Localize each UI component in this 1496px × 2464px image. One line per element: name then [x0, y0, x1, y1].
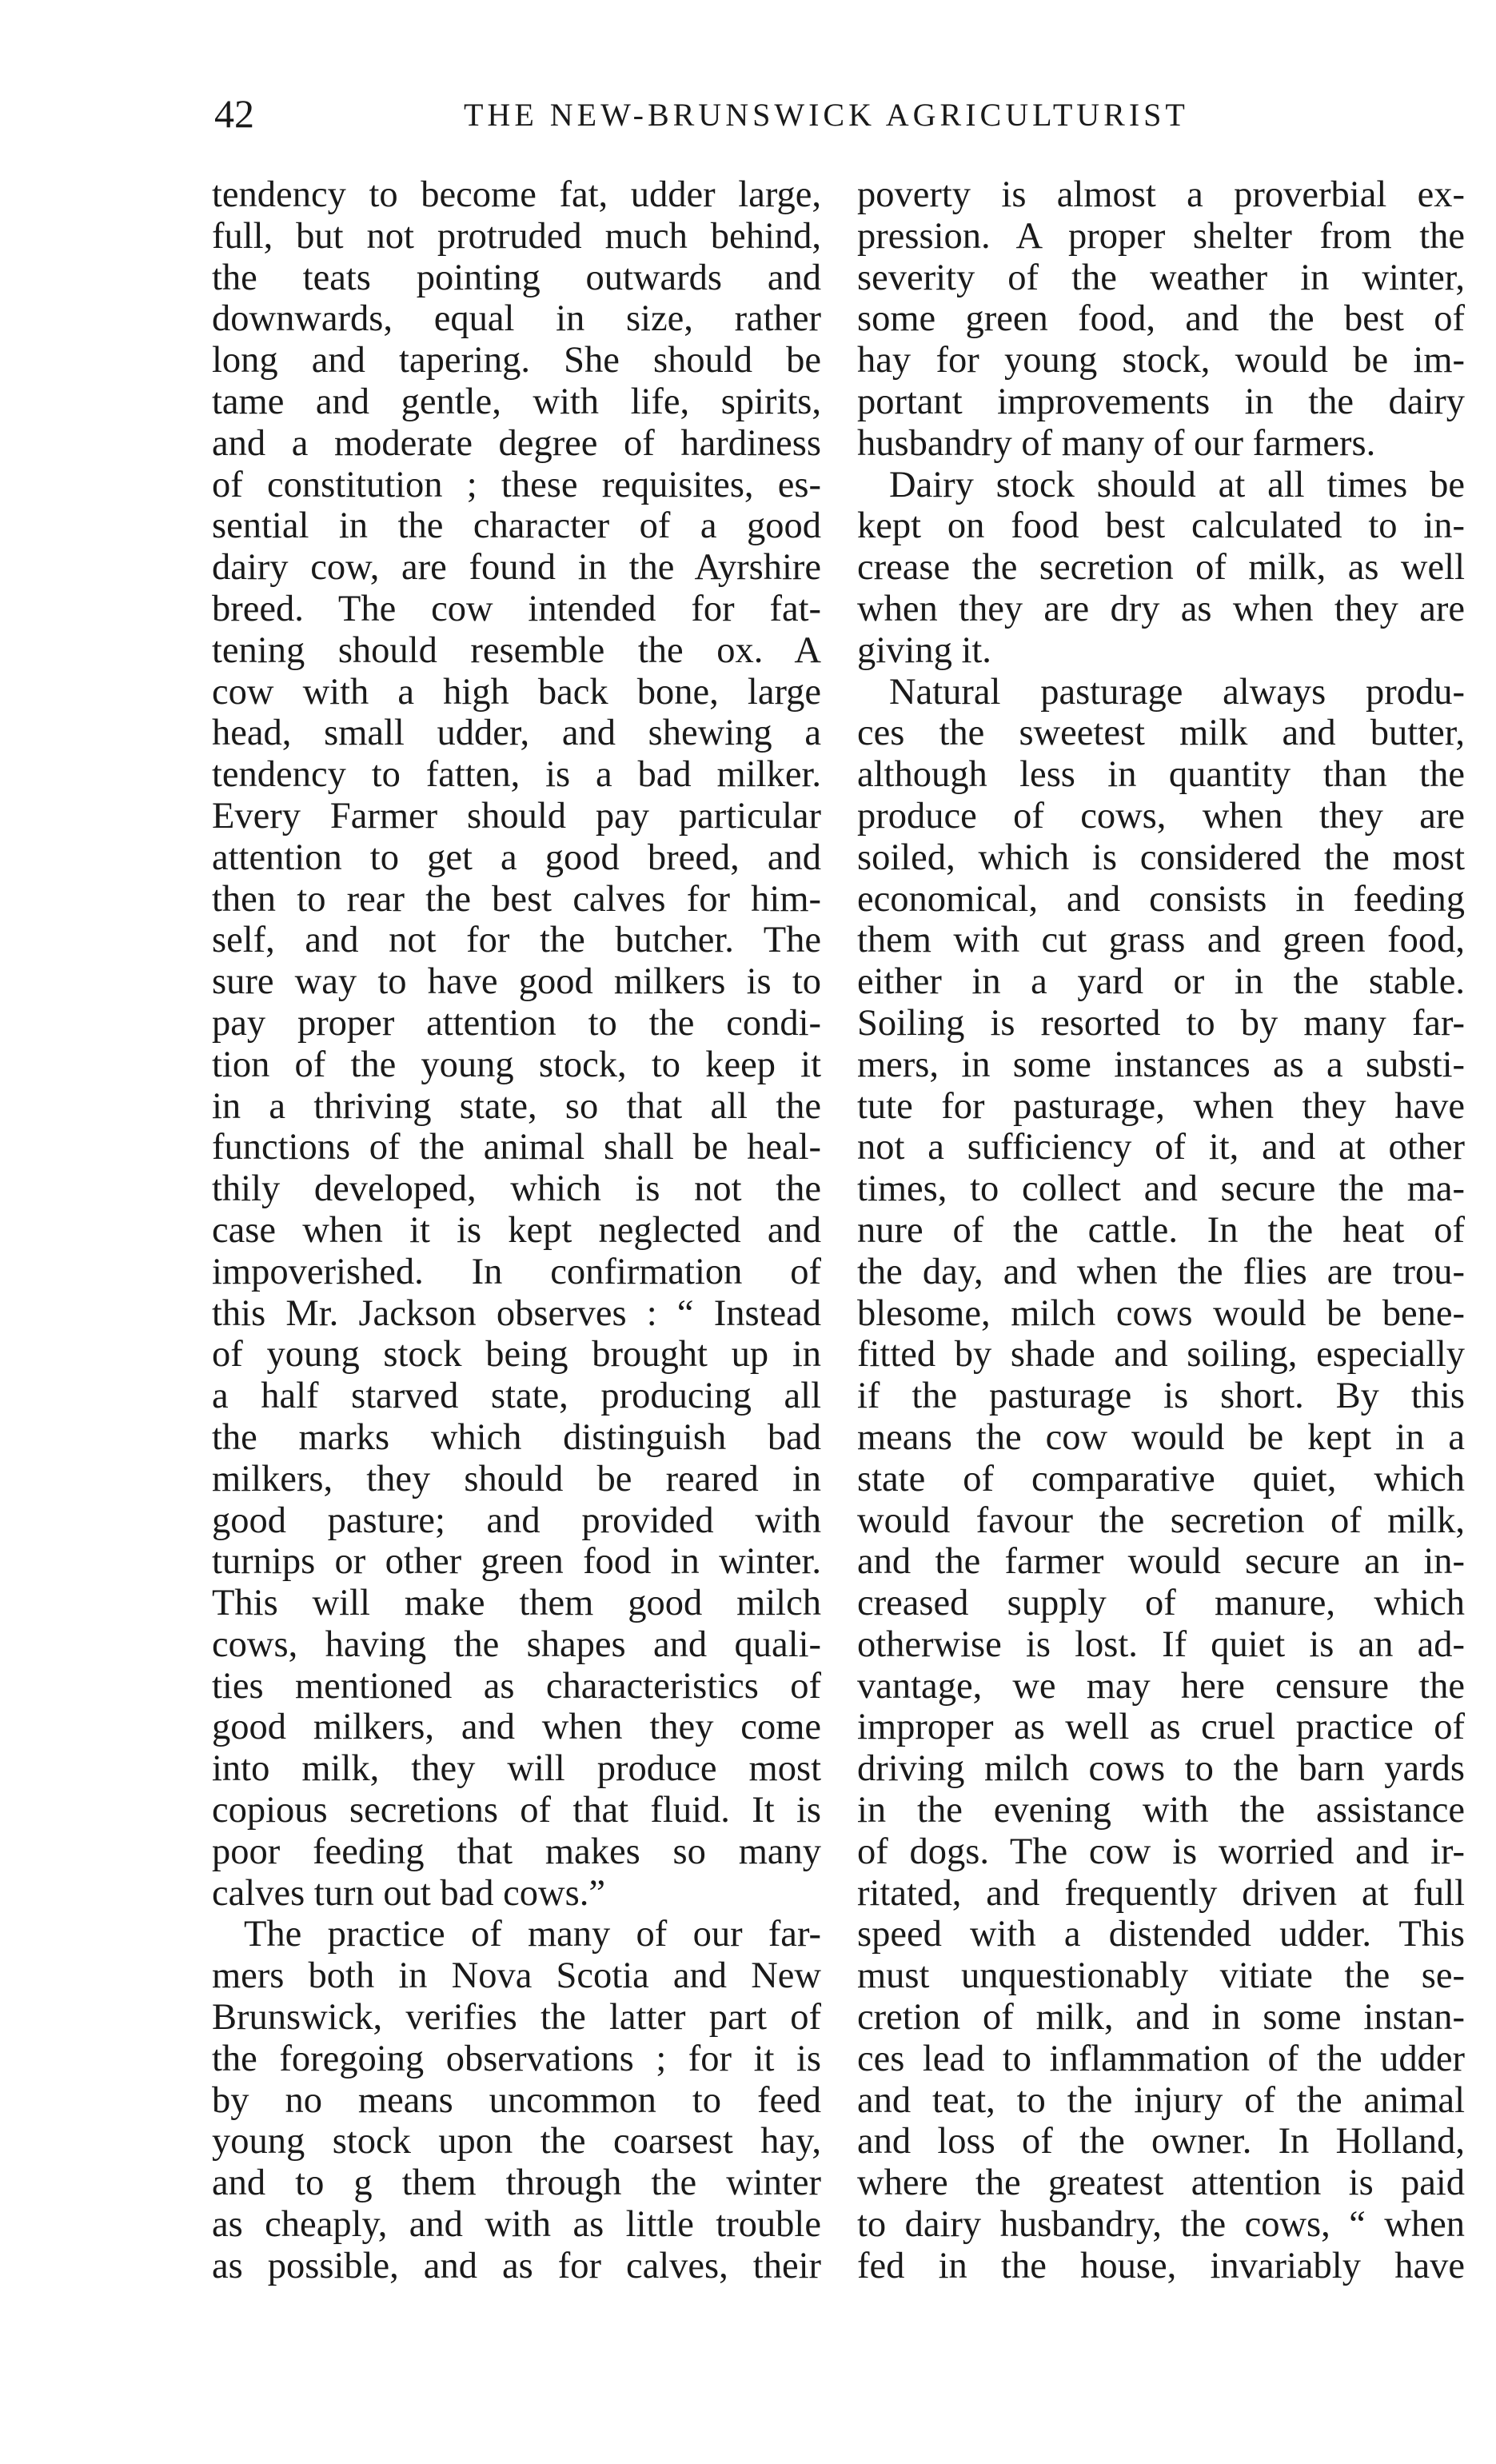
text-line: of constitution ; these requisites, es-	[212, 464, 821, 505]
text-line: Soiling is resorted to by many far-	[857, 1002, 1465, 1044]
text-line: nure of the cattle. In the heat of	[857, 1209, 1465, 1251]
text-line: and a moderate degree of hardiness	[212, 422, 821, 464]
page-number: 42	[214, 91, 254, 136]
text-line: fed in the house, invariably have	[857, 2245, 1465, 2286]
text-line: pay proper attention to the condi-	[212, 1002, 821, 1044]
text-line: husbandry of many of our farmers.	[857, 422, 1376, 464]
text-line: Dairy stock should at all times be	[889, 464, 1465, 505]
text-line: full, but not protruded much behind,	[212, 215, 821, 257]
text-line: turnips or other green food in winter.	[212, 1541, 821, 1583]
text-line: and to g them through the winter	[212, 2162, 821, 2204]
text-line: the foregoing observations ; for it is	[212, 2038, 821, 2079]
text-line: and the farmer would secure an in-	[857, 1541, 1465, 1583]
text-line: cow with a high back bone, large	[212, 671, 821, 713]
text-line: breed. The cow intended for fat-	[212, 588, 821, 629]
text-line: sential in the character of a good	[212, 505, 821, 547]
text-line: blesome, milch cows would be bene-	[857, 1292, 1465, 1334]
text-line: this Mr. Jackson observes : “ Instead	[212, 1292, 821, 1334]
text-line: self, and not for the butcher. The	[212, 920, 821, 961]
text-line: case when it is kept neglected and	[212, 1209, 821, 1251]
text-line: by no means uncommon to feed	[212, 2079, 821, 2121]
text-line: mers, in some instances as a substi-	[857, 1044, 1465, 1085]
text-line: Brunswick, verifies the latter part of	[212, 1997, 821, 2039]
text-line: in a thriving state, so that all the	[212, 1085, 821, 1127]
text-line: improper as well as cruel practice of	[857, 1707, 1465, 1748]
text-line: calves turn out bad cows.”	[212, 1872, 605, 1914]
text-line: attention to get a good breed, and	[212, 837, 821, 878]
text-line: means the cow would be kept in a	[857, 1416, 1465, 1458]
text-line: as cheaply, and with as little trouble	[212, 2204, 821, 2246]
left-column	[212, 174, 821, 2287]
text-line: economical, and consists in feeding	[857, 878, 1465, 920]
text-line: pression. A proper shelter from the	[857, 215, 1465, 257]
text-line: then to rear the best calves for him-	[212, 878, 821, 920]
text-line: head, small udder, and shewing a	[212, 713, 821, 754]
text-line: although less in quantity than the	[857, 754, 1465, 796]
text-line: times, to collect and secure the ma-	[857, 1168, 1465, 1210]
text-line: tening should resemble the ox. A	[212, 629, 821, 671]
text-line: them with cut grass and green food,	[857, 920, 1465, 961]
text-line: ces the sweetest milk and butter,	[857, 713, 1465, 754]
text-line: Natural pasturage always produ-	[889, 671, 1465, 713]
text-line: must unquestionably vitiate the se-	[857, 1955, 1465, 1997]
text-line: cows, having the shapes and quali-	[212, 1623, 821, 1665]
text-line: some green food, and the best of	[857, 298, 1465, 340]
text-line: ces lead to inflammation of the udder	[857, 2038, 1465, 2079]
text-line: the day, and when the flies are trou-	[857, 1251, 1465, 1292]
text-line: in the evening with the assistance	[857, 1790, 1465, 1831]
text-line: impoverished. In confirmation of	[212, 1251, 821, 1292]
text-line: state of comparative quiet, which	[857, 1458, 1465, 1500]
text-line: cretion of milk, and in some instan-	[857, 1997, 1465, 2039]
text-line: into milk, they will produce most	[212, 1748, 821, 1790]
text-line: creased supply of manure, which	[857, 1583, 1465, 1624]
text-line: the marks which distinguish bad	[212, 1416, 821, 1458]
text-line: poor feeding that makes so many	[212, 1831, 821, 1872]
text-line: Every Farmer should pay particular	[212, 795, 821, 837]
text-line: downwards, equal in size, rather	[212, 298, 821, 340]
text-line: of dogs. The cow is worried and ir-	[857, 1831, 1465, 1872]
text-line: thily developed, which is not the	[212, 1168, 821, 1210]
text-line: good milkers, and when they come	[212, 1707, 821, 1748]
text-line: speed with a distended udder. This	[857, 1914, 1465, 1955]
text-line: soiled, which is considered the most	[857, 837, 1465, 878]
text-line: driving milch cows to the barn yards	[857, 1748, 1465, 1790]
text-line: tendency to become fat, udder large,	[212, 174, 821, 215]
text-line: poverty is almost a proverbial ex-	[857, 174, 1465, 215]
running-head: THE NEW-BRUNSWICK AGRICULTURIST	[464, 97, 1189, 133]
text-line: tion of the young stock, to keep it	[212, 1044, 821, 1085]
text-line: functions of the animal shall be heal-	[212, 1127, 821, 1168]
text-line: hay for young stock, would be im-	[857, 340, 1465, 381]
text-line: the teats pointing outwards and	[212, 257, 821, 298]
text-line: of young stock being brought up in	[212, 1334, 821, 1376]
text-line: fitted by shade and soiling, especially	[857, 1334, 1465, 1376]
text-line: and teat, to the injury of the animal	[857, 2079, 1465, 2121]
text-line: crease the secretion of milk, as well	[857, 547, 1465, 589]
text-line: giving it.	[857, 629, 991, 671]
text-line: not a sufficiency of it, and at other	[857, 1127, 1465, 1168]
text-line: portant improvements in the dairy	[857, 381, 1465, 422]
text-line: and loss of the owner. In Holland,	[857, 2121, 1465, 2162]
text-line: dairy cow, are found in the Ayrshire	[212, 547, 821, 589]
text-line: a half starved state, producing all	[212, 1376, 821, 1417]
text-line: long and tapering. She should be	[212, 340, 821, 381]
text-line: ties mentioned as characteristics of	[212, 1665, 821, 1707]
text-line: as possible, and as for calves, their	[212, 2245, 821, 2286]
text-line: copious secretions of that fluid. It is	[212, 1790, 821, 1831]
text-line: good pasture; and provided with	[212, 1500, 821, 1541]
text-line: ritated, and frequently driven at full	[857, 1872, 1465, 1914]
text-line: kept on food best calculated to in-	[857, 505, 1465, 547]
right-column	[857, 174, 1465, 2287]
text-line: if the pasturage is short. By this	[857, 1376, 1465, 1417]
text-line: young stock upon the coarsest hay,	[212, 2121, 821, 2162]
text-line: otherwise is lost. If quiet is an ad-	[857, 1623, 1465, 1665]
text-line: when they are dry as when they are	[857, 588, 1465, 629]
text-line: where the greatest attention is paid	[857, 2162, 1465, 2204]
text-line: either in a yard or in the stable.	[857, 961, 1465, 1003]
text-line: severity of the weather in winter,	[857, 257, 1465, 298]
text-line: sure way to have good milkers is to	[212, 961, 821, 1003]
text-line: tendency to fatten, is a bad milker.	[212, 754, 821, 796]
text-line: tute for pasturage, when they have	[857, 1085, 1465, 1127]
text-line: The practice of many of our far-	[244, 1914, 821, 1955]
text-line: to dairy husbandry, the cows, “ when	[857, 2204, 1465, 2246]
text-line: produce of cows, when they are	[857, 795, 1465, 837]
text-line: would favour the secretion of milk,	[857, 1500, 1465, 1541]
text-line: This will make them good milch	[212, 1583, 821, 1624]
text-line: mers both in Nova Scotia and New	[212, 1955, 821, 1997]
text-line: milkers, they should be reared in	[212, 1458, 821, 1500]
text-line: tame and gentle, with life, spirits,	[212, 381, 821, 422]
text-line: vantage, we may here censure the	[857, 1665, 1465, 1707]
